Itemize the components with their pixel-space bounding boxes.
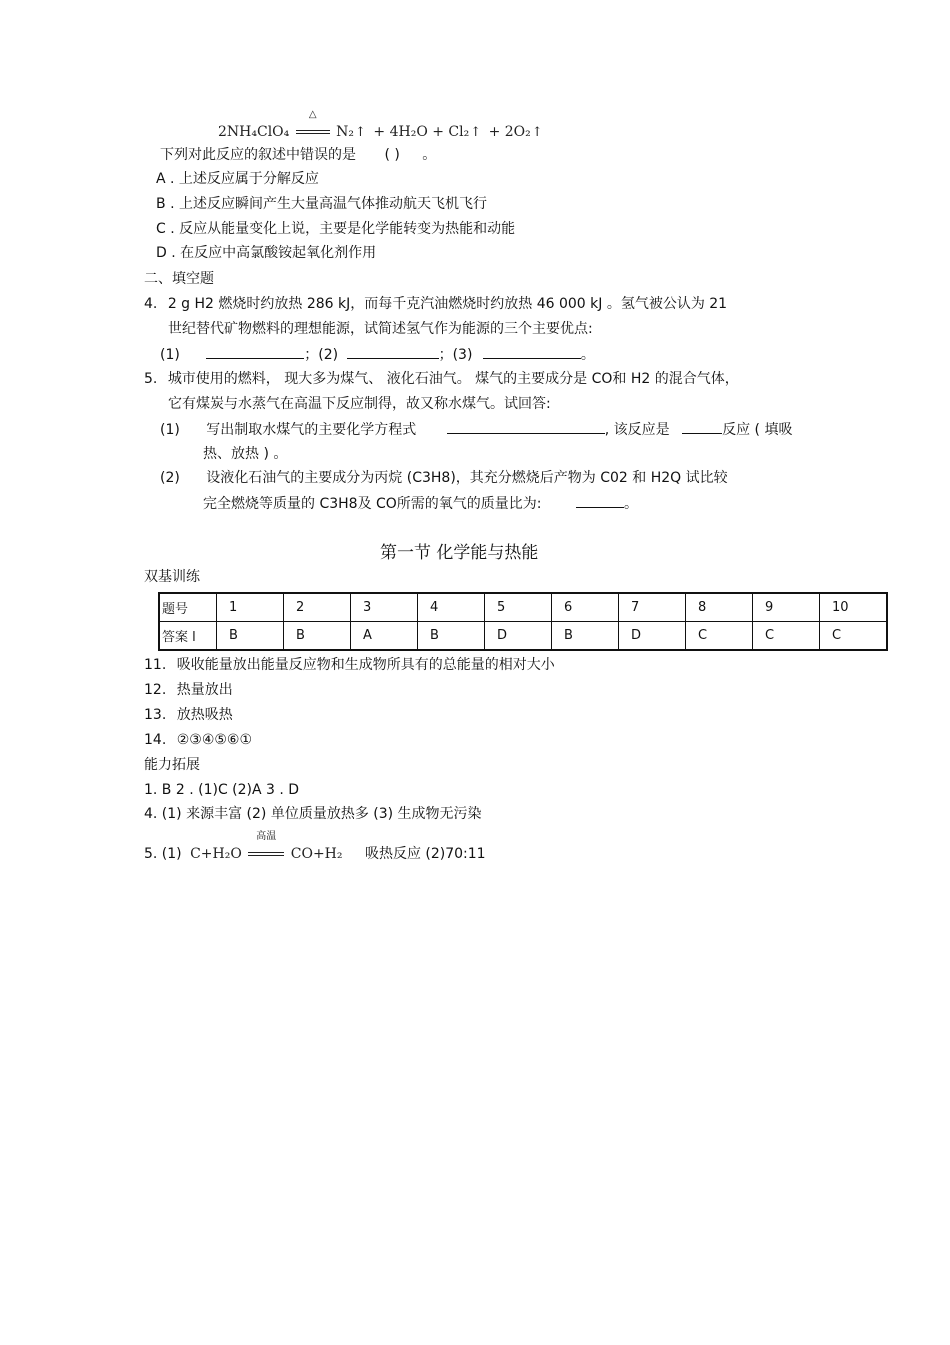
- q4-label-1: (1): [160, 347, 180, 363]
- table-cell: 2: [284, 593, 351, 622]
- table-cell: B: [284, 622, 351, 651]
- q5-part2: [160, 468, 728, 488]
- option-letter: A: [156, 171, 166, 187]
- q4-end: 。: [580, 347, 595, 363]
- answer-number: 12.: [144, 682, 167, 698]
- q5-number: 5.: [144, 371, 158, 387]
- answer-section-title: 第一节 化学能与热能: [380, 543, 539, 563]
- table-cell: B: [217, 622, 284, 651]
- q4-label-3: ；(3): [438, 347, 473, 363]
- q5-part1-text: 写出制取水煤气的主要化学方程式: [206, 422, 417, 438]
- table-cell: 7: [619, 593, 686, 622]
- answer-12: [144, 680, 233, 700]
- table-cell: 10: [820, 593, 888, 622]
- q5-ratio-blank[interactable]: [576, 493, 624, 508]
- answer-text: 热量放出: [176, 682, 233, 698]
- option-text: . 在反应中高氯酸铵起氧化剂作用: [171, 245, 377, 261]
- option-d: [156, 243, 376, 263]
- product-n2: N₂: [336, 124, 355, 140]
- table-cell: 3: [351, 593, 418, 622]
- answer-number: 13.: [144, 707, 167, 723]
- answer-text: 吸收能量放出能量反应物和生成物所具有的总能量的相对大小: [176, 657, 555, 673]
- gas-arrow-icon: ↑: [470, 125, 482, 140]
- equation-bar: [248, 852, 284, 856]
- q5-part2-number: (2): [160, 470, 180, 486]
- option-text: . 上述反应瞬间产生大量高温气体推动航天飞机飞行: [170, 196, 487, 212]
- table-cell: D: [485, 622, 552, 651]
- table-header-row: [159, 593, 887, 622]
- high-temp-condition: [246, 831, 286, 864]
- high-temp-label: 高温: [256, 831, 277, 842]
- q5-part2-end: 。: [623, 496, 638, 512]
- answer-paren: ( ): [384, 147, 400, 163]
- equation-reactant: 2NH₄ClO₄: [218, 124, 290, 140]
- table-cell: B: [418, 622, 485, 651]
- option-letter: D: [156, 245, 167, 261]
- answer-13: [144, 705, 233, 725]
- q4-blank-3[interactable]: [483, 344, 581, 359]
- q5-line2: 它有煤炭与水蒸气在高温下反应制得，故又称水煤气。试回答:: [168, 396, 551, 412]
- table-answer-label: 答案 l: [159, 622, 217, 651]
- table-cell: C: [753, 622, 820, 651]
- decomposition-equation: [218, 109, 546, 143]
- q5-part1-line2: 热、放热 ) 。: [203, 446, 288, 462]
- q4-blank-1[interactable]: [206, 344, 304, 359]
- product-o2: + 2O₂: [488, 124, 531, 140]
- heat-symbol: △: [308, 109, 317, 120]
- ability-answer-5: [144, 831, 486, 864]
- q5-part1: [160, 419, 792, 440]
- ability-answer-4: 4. (1) 来源丰富 (2) 单位质量放热多 (3) 生成物无污染: [144, 806, 482, 822]
- answer-table: [158, 592, 888, 651]
- q4-blank-2[interactable]: [347, 344, 439, 359]
- q4-label-2: ；(2): [304, 347, 339, 363]
- q5-part1-mid: , 该反应是: [604, 422, 670, 438]
- option-letter: C: [156, 221, 166, 237]
- table-cell: 1: [217, 593, 284, 622]
- table-answer-row: [159, 622, 887, 651]
- table-cell: 9: [753, 593, 820, 622]
- table-cell: 6: [552, 593, 619, 622]
- section-fill-blank: 二、填空题: [144, 271, 214, 287]
- q5-part2-text: 设液化石油气的主要成分为丙烷 (C3H8)，其充分燃烧后产物为 C02 和 H2Q 试比较: [206, 470, 728, 486]
- q4-number: 4.: [144, 296, 158, 312]
- stem-text: 下列对此反应的叙述中错误的是: [160, 147, 356, 163]
- q5-equation-blank[interactable]: [447, 419, 605, 434]
- gas-arrow-icon: ↑: [531, 125, 543, 140]
- table-cell: 8: [686, 593, 753, 622]
- equation-bar: [296, 130, 330, 134]
- option-text: . 上述反应属于分解反应: [170, 171, 319, 187]
- ability-answer-1-3: 1. B 2 . (1)C (2)A 3 . D: [144, 782, 300, 798]
- table-cell: C: [686, 622, 753, 651]
- answer-number: 11.: [144, 657, 167, 673]
- table-cell: 4: [418, 593, 485, 622]
- option-b: [156, 194, 487, 214]
- stem-end: 。: [422, 147, 437, 163]
- q5-part1-number: (1): [160, 422, 180, 438]
- answer-number: 14.: [144, 732, 167, 748]
- option-c: [156, 219, 515, 239]
- q5-part2-text2: 完全燃烧等质量的 C3H8及 CO所需的氧气的质量比为:: [203, 496, 542, 512]
- table-cell: C: [820, 622, 888, 651]
- q5-reaction-type-blank[interactable]: [682, 419, 722, 434]
- q5-text: 城市使用的燃料， 现大多为煤气、 液化石油气。 煤气的主要成分是 CO和 H2 的混合气体，: [167, 371, 739, 387]
- q5-line1: [144, 369, 739, 389]
- gas-arrow-icon: ↑: [355, 125, 366, 140]
- q5-part2-line2: [203, 493, 638, 514]
- water-gas-products: CO+H₂: [290, 846, 343, 862]
- answer-11: [144, 655, 555, 675]
- option-letter: B: [156, 196, 166, 212]
- answer-text: 放热吸热: [176, 707, 233, 723]
- q5-part1-end: 反应 ( 填吸: [722, 422, 793, 438]
- product-h2o-cl2: + 4H₂O + Cl₂: [373, 124, 470, 140]
- table-header-label: 题号: [159, 593, 217, 622]
- answer5-text: 吸热反应 (2)70:11: [364, 846, 486, 862]
- table-cell: A: [351, 622, 418, 651]
- answer-14: [144, 730, 252, 750]
- table-cell: 5: [485, 593, 552, 622]
- reaction-condition: [294, 109, 332, 142]
- table-cell: B: [552, 622, 619, 651]
- q4-text: 2 g H2 燃烧时约放热 286 kJ，而每千克汽油燃烧时约放热 46 000 kJ 。氢气被公认为 21: [167, 296, 728, 312]
- q4-line2: 世纪替代矿物燃料的理想能源，试简述氢气作为能源的三个主要优点:: [168, 321, 593, 337]
- q4-line1: [144, 294, 727, 314]
- basic-training-heading: 双基训练: [144, 569, 200, 585]
- question-stem: [160, 145, 436, 165]
- option-a: [156, 169, 319, 189]
- table-cell: D: [619, 622, 686, 651]
- ability-heading: 能力拓展: [144, 757, 200, 773]
- water-gas-reactants: C+H₂O: [190, 846, 242, 862]
- answer5-number: 5. (1): [144, 846, 182, 862]
- q4-blanks: [160, 344, 595, 365]
- option-text: . 反应从能量变化上说，主要是化学能转变为热能和动能: [170, 221, 516, 237]
- answer-text: ②③④⑤⑥①: [176, 732, 253, 748]
